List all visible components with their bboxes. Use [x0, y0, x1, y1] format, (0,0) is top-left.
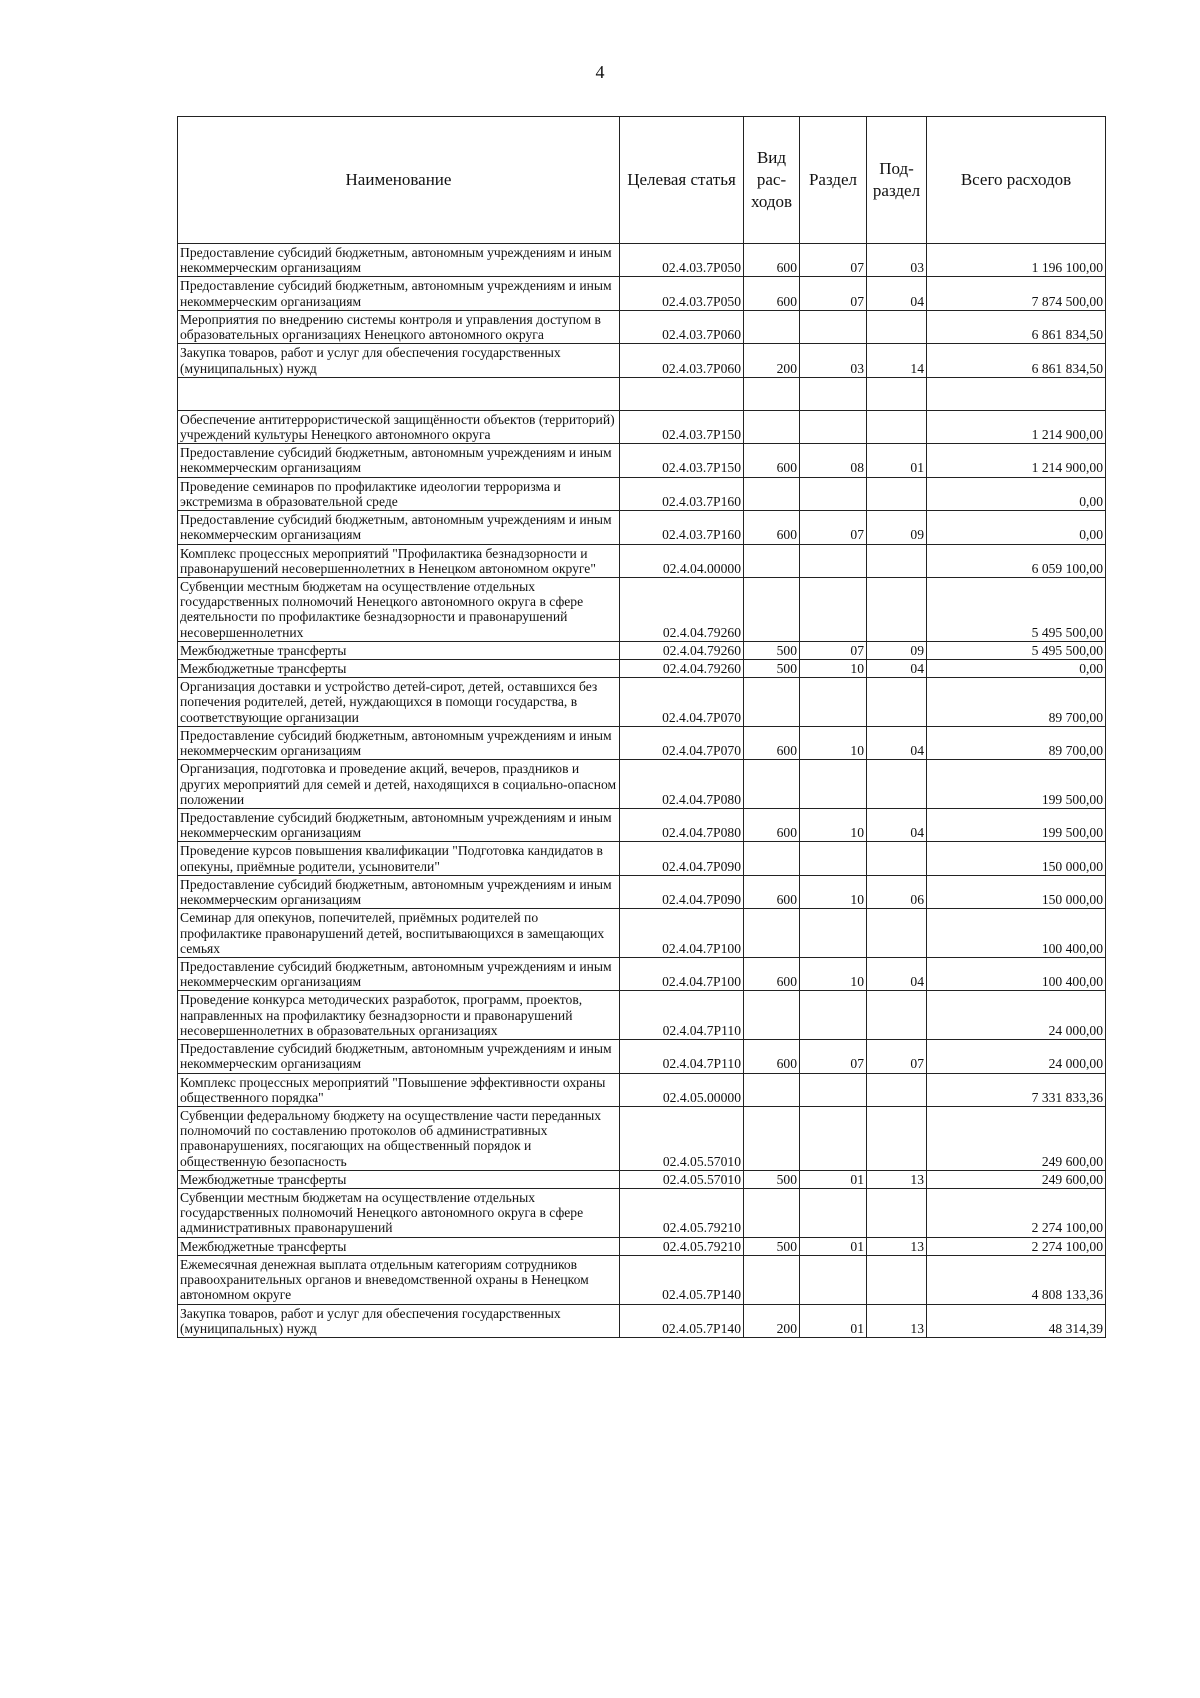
cell-section: 01 [800, 1304, 867, 1337]
table-row [178, 875, 1106, 908]
table-row [178, 1189, 1106, 1238]
cell-subsection: 04 [867, 726, 927, 759]
cell-kind [744, 477, 800, 510]
cell-section [800, 678, 867, 727]
cell-target: 02.4.04.7Р090 [620, 875, 744, 908]
cell-total: 6 059 100,00 [927, 544, 1106, 577]
cell-target: 02.4.03.7Р150 [620, 444, 744, 477]
table-row [178, 277, 1106, 310]
cell-kind: 500 [744, 1170, 800, 1188]
cell-section [800, 1073, 867, 1106]
cell-name: Проведение семинаров по профилактике идеологии терроризма и экстремизма в образовательной среде [178, 477, 620, 510]
cell-kind [744, 842, 800, 875]
cell-name: Предоставление субсидий бюджетным, автономным учреждениям и иным некоммерческим организациям [178, 726, 620, 759]
table-row [178, 577, 1106, 641]
cell-subsection [867, 577, 927, 641]
cell-name: Закупка товаров, работ и услуг для обеспечения государственных (муниципальных) нужд [178, 344, 620, 377]
cell-target: 02.4.04.79260 [620, 641, 744, 659]
cell-kind: 600 [744, 726, 800, 759]
cell-subsection [867, 1106, 927, 1170]
cell-total: 1 214 900,00 [927, 410, 1106, 443]
cell-section [800, 1255, 867, 1304]
column-header-section: Раздел [800, 117, 867, 244]
cell-section [800, 1189, 867, 1238]
table-row [178, 660, 1106, 678]
cell-subsection: 06 [867, 875, 927, 908]
cell-name: Предоставление субсидий бюджетным, автономным учреждениям и иным некоммерческим организациям [178, 444, 620, 477]
cell-kind [744, 909, 800, 958]
cell-total: 48 314,39 [927, 1304, 1106, 1337]
cell-subsection [867, 678, 927, 727]
cell-total [927, 377, 1106, 410]
cell-kind [744, 310, 800, 343]
table-row [178, 1255, 1106, 1304]
cell-target: 02.4.04.7Р090 [620, 842, 744, 875]
cell-subsection: 13 [867, 1170, 927, 1188]
table-row [178, 511, 1106, 544]
column-header-target: Целевая статья [620, 117, 744, 244]
cell-total: 4 808 133,36 [927, 1255, 1106, 1304]
cell-kind: 600 [744, 875, 800, 908]
cell-kind: 500 [744, 1237, 800, 1255]
cell-subsection: 13 [867, 1304, 927, 1337]
cell-name: Межбюджетные трансферты [178, 1170, 620, 1188]
cell-section [800, 377, 867, 410]
cell-section [800, 842, 867, 875]
cell-kind: 600 [744, 444, 800, 477]
cell-total: 5 495 500,00 [927, 577, 1106, 641]
table-row [178, 344, 1106, 377]
table-row [178, 544, 1106, 577]
cell-section: 10 [800, 726, 867, 759]
cell-subsection: 13 [867, 1237, 927, 1255]
cell-target [620, 377, 744, 410]
cell-total: 249 600,00 [927, 1106, 1106, 1170]
cell-section: 01 [800, 1237, 867, 1255]
cell-target: 02.4.03.7Р160 [620, 477, 744, 510]
cell-target: 02.4.04.7Р100 [620, 909, 744, 958]
cell-total: 0,00 [927, 511, 1106, 544]
table-row [178, 1237, 1106, 1255]
cell-subsection [867, 477, 927, 510]
cell-kind [744, 410, 800, 443]
table-row [178, 1040, 1106, 1073]
cell-total: 89 700,00 [927, 678, 1106, 727]
cell-kind: 500 [744, 660, 800, 678]
cell-name: Комплекс процессных мероприятий "Профилактика безнадзорности и правонарушений несовершеннолетних в Ненецком автономном округе" [178, 544, 620, 577]
cell-subsection [867, 760, 927, 809]
cell-section: 01 [800, 1170, 867, 1188]
cell-subsection: 04 [867, 809, 927, 842]
cell-subsection: 09 [867, 641, 927, 659]
table-row [178, 641, 1106, 659]
cell-total: 100 400,00 [927, 909, 1106, 958]
table-row [178, 410, 1106, 443]
cell-subsection [867, 842, 927, 875]
column-header-kind: Вид рас- ходов [744, 117, 800, 244]
cell-name: Субвенции местным бюджетам на осуществление отдельных государственных полномочий Ненецкого автономного округа в сфере деятельности по профилактике безнадзорности и правонарушений несовершеннолетних [178, 577, 620, 641]
cell-subsection [867, 310, 927, 343]
cell-total: 24 000,00 [927, 1040, 1106, 1073]
cell-name: Предоставление субсидий бюджетным, автономным учреждениям и иным некоммерческим организациям [178, 957, 620, 990]
table-row [178, 957, 1106, 990]
cell-section [800, 760, 867, 809]
cell-subsection: 01 [867, 444, 927, 477]
cell-name: Мероприятия по внедрению системы контроля и управления доступом в образовательных организациях Ненецкого автономного округа [178, 310, 620, 343]
table-row [178, 1170, 1106, 1188]
cell-total: 249 600,00 [927, 1170, 1106, 1188]
cell-total: 6 861 834,50 [927, 310, 1106, 343]
cell-subsection: 04 [867, 277, 927, 310]
cell-subsection [867, 1255, 927, 1304]
cell-target: 02.4.04.7Р100 [620, 957, 744, 990]
budget-table [177, 116, 1106, 1338]
cell-target: 02.4.04.00000 [620, 544, 744, 577]
cell-target: 02.4.03.7Р150 [620, 410, 744, 443]
table-row [178, 1304, 1106, 1337]
cell-section [800, 577, 867, 641]
cell-subsection [867, 1189, 927, 1238]
cell-kind [744, 1255, 800, 1304]
cell-section: 07 [800, 511, 867, 544]
cell-target: 02.4.04.7Р110 [620, 991, 744, 1040]
cell-kind [744, 991, 800, 1040]
cell-kind [744, 377, 800, 410]
cell-total: 199 500,00 [927, 760, 1106, 809]
cell-target: 02.4.04.7Р080 [620, 809, 744, 842]
cell-total: 7 874 500,00 [927, 277, 1106, 310]
cell-target: 02.4.03.7Р060 [620, 344, 744, 377]
cell-kind [744, 544, 800, 577]
cell-name [178, 377, 620, 410]
cell-name: Закупка товаров, работ и услуг для обеспечения государственных (муниципальных) нужд [178, 1304, 620, 1337]
cell-target: 02.4.03.7Р160 [620, 511, 744, 544]
cell-section: 08 [800, 444, 867, 477]
cell-section [800, 909, 867, 958]
cell-kind [744, 577, 800, 641]
table-row [178, 244, 1106, 277]
cell-total: 5 495 500,00 [927, 641, 1106, 659]
cell-total: 0,00 [927, 660, 1106, 678]
cell-subsection [867, 544, 927, 577]
table-row [178, 991, 1106, 1040]
cell-target: 02.4.04.7Р110 [620, 1040, 744, 1073]
cell-target: 02.4.04.7Р080 [620, 760, 744, 809]
cell-target: 02.4.05.7Р140 [620, 1304, 744, 1337]
cell-name: Межбюджетные трансферты [178, 660, 620, 678]
cell-section [800, 991, 867, 1040]
cell-kind: 600 [744, 1040, 800, 1073]
cell-subsection: 04 [867, 660, 927, 678]
cell-total: 150 000,00 [927, 875, 1106, 908]
cell-kind: 200 [744, 1304, 800, 1337]
cell-kind: 500 [744, 641, 800, 659]
cell-total: 7 331 833,36 [927, 1073, 1106, 1106]
cell-target: 02.4.05.57010 [620, 1106, 744, 1170]
cell-kind [744, 678, 800, 727]
table-row [178, 726, 1106, 759]
cell-subsection [867, 410, 927, 443]
cell-total: 24 000,00 [927, 991, 1106, 1040]
cell-kind: 600 [744, 244, 800, 277]
table-header-row [178, 117, 1106, 244]
cell-section: 10 [800, 660, 867, 678]
cell-section [800, 310, 867, 343]
cell-total: 2 274 100,00 [927, 1237, 1106, 1255]
cell-target: 02.4.04.79260 [620, 577, 744, 641]
cell-total: 0,00 [927, 477, 1106, 510]
cell-target: 02.4.03.7Р050 [620, 277, 744, 310]
cell-section: 10 [800, 957, 867, 990]
cell-name: Предоставление субсидий бюджетным, автономным учреждениям и иным некоммерческим организациям [178, 809, 620, 842]
cell-name: Предоставление субсидий бюджетным, автономным учреждениям и иным некоммерческим организациям [178, 875, 620, 908]
cell-section: 10 [800, 875, 867, 908]
cell-total: 1 196 100,00 [927, 244, 1106, 277]
cell-name: Проведение конкурса методических разработок, программ, проектов, направленных на профилактику безнадзорности и правонарушений несовершеннолетних в образовательных организациях [178, 991, 620, 1040]
column-header-subsection: Под- раздел [867, 117, 927, 244]
table-row [178, 678, 1106, 727]
cell-subsection: 14 [867, 344, 927, 377]
cell-kind: 600 [744, 277, 800, 310]
table-row [178, 909, 1106, 958]
cell-kind [744, 760, 800, 809]
cell-name: Семинар для опекунов, попечителей, приёмных родителей по профилактике правонарушений детей, воспитывающихся в замещающих семьях [178, 909, 620, 958]
cell-target: 02.4.04.7Р070 [620, 678, 744, 727]
cell-name: Организация, подготовка и проведение акций, вечеров, праздников и других мероприятий для семей и детей, находящихся в социально-опасном положении [178, 760, 620, 809]
cell-target: 02.4.04.7Р070 [620, 726, 744, 759]
cell-name: Предоставление субсидий бюджетным, автономным учреждениям и иным некоммерческим организациям [178, 511, 620, 544]
cell-total: 2 274 100,00 [927, 1189, 1106, 1238]
cell-target: 02.4.05.7Р140 [620, 1255, 744, 1304]
cell-total: 199 500,00 [927, 809, 1106, 842]
cell-section: 07 [800, 1040, 867, 1073]
cell-name: Ежемесячная денежная выплата отдельным категориям сотрудников правоохранительных органов и вневедомственной охраны в Ненецком автономном округе [178, 1255, 620, 1304]
table-row [178, 1073, 1106, 1106]
cell-name: Межбюджетные трансферты [178, 1237, 620, 1255]
table-row [178, 310, 1106, 343]
cell-name: Предоставление субсидий бюджетным, автономным учреждениям и иным некоммерческим организациям [178, 1040, 620, 1073]
cell-total: 6 861 834,50 [927, 344, 1106, 377]
cell-name: Организация доставки и устройство детей-сирот, детей, оставшихся без попечения родителей, детей, нуждающихся в помощи государства, в соответствующие организации [178, 678, 620, 727]
cell-subsection [867, 377, 927, 410]
cell-name: Обеспечение антитеррористической защищённости объектов (территорий) учреждений культуры Ненецкого автономного округа [178, 410, 620, 443]
cell-kind [744, 1073, 800, 1106]
cell-target: 02.4.05.00000 [620, 1073, 744, 1106]
cell-kind: 600 [744, 957, 800, 990]
cell-name: Комплекс процессных мероприятий "Повышение эффективности охраны общественного порядка" [178, 1073, 620, 1106]
cell-name: Предоставление субсидий бюджетным, автономным учреждениям и иным некоммерческим организациям [178, 277, 620, 310]
table-row [178, 477, 1106, 510]
cell-name: Предоставление субсидий бюджетным, автономным учреждениям и иным некоммерческим организациям [178, 244, 620, 277]
cell-subsection: 07 [867, 1040, 927, 1073]
cell-total: 1 214 900,00 [927, 444, 1106, 477]
table-row-empty [178, 377, 1106, 410]
cell-total: 89 700,00 [927, 726, 1106, 759]
cell-subsection: 03 [867, 244, 927, 277]
table-row [178, 1106, 1106, 1170]
cell-section: 07 [800, 641, 867, 659]
cell-kind [744, 1106, 800, 1170]
cell-section: 03 [800, 344, 867, 377]
cell-section [800, 544, 867, 577]
cell-kind: 600 [744, 809, 800, 842]
cell-section: 07 [800, 244, 867, 277]
cell-name: Межбюджетные трансферты [178, 641, 620, 659]
cell-target: 02.4.05.79210 [620, 1237, 744, 1255]
cell-name: Проведение курсов повышения квалификации "Подготовка кандидатов в опекуны, приёмные родители, усыновители" [178, 842, 620, 875]
cell-kind: 600 [744, 511, 800, 544]
table-row [178, 842, 1106, 875]
cell-subsection [867, 991, 927, 1040]
cell-section: 07 [800, 277, 867, 310]
column-header-total: Всего расходов [927, 117, 1106, 244]
cell-name: Субвенции федеральному бюджету на осуществление части переданных полномочий по составлению протоколов об административных правонарушениях, посягающих на общественный порядок и общественную безопасность [178, 1106, 620, 1170]
cell-subsection: 04 [867, 957, 927, 990]
cell-section [800, 410, 867, 443]
cell-total: 100 400,00 [927, 957, 1106, 990]
cell-name: Субвенции местным бюджетам на осуществление отдельных государственных полномочий Ненецкого автономного округа в сфере административных правонарушений [178, 1189, 620, 1238]
column-header-name: Наименование [178, 117, 620, 244]
cell-kind: 200 [744, 344, 800, 377]
cell-target: 02.4.03.7Р060 [620, 310, 744, 343]
cell-subsection [867, 909, 927, 958]
cell-total: 150 000,00 [927, 842, 1106, 875]
cell-target: 02.4.05.79210 [620, 1189, 744, 1238]
cell-kind [744, 1189, 800, 1238]
cell-target: 02.4.05.57010 [620, 1170, 744, 1188]
cell-section [800, 477, 867, 510]
table-row [178, 760, 1106, 809]
cell-subsection: 09 [867, 511, 927, 544]
page-number: 4 [595, 62, 605, 82]
cell-subsection [867, 1073, 927, 1106]
cell-section: 10 [800, 809, 867, 842]
table-row [178, 809, 1106, 842]
cell-target: 02.4.04.79260 [620, 660, 744, 678]
cell-target: 02.4.03.7Р050 [620, 244, 744, 277]
cell-section [800, 1106, 867, 1170]
table-row [178, 444, 1106, 477]
